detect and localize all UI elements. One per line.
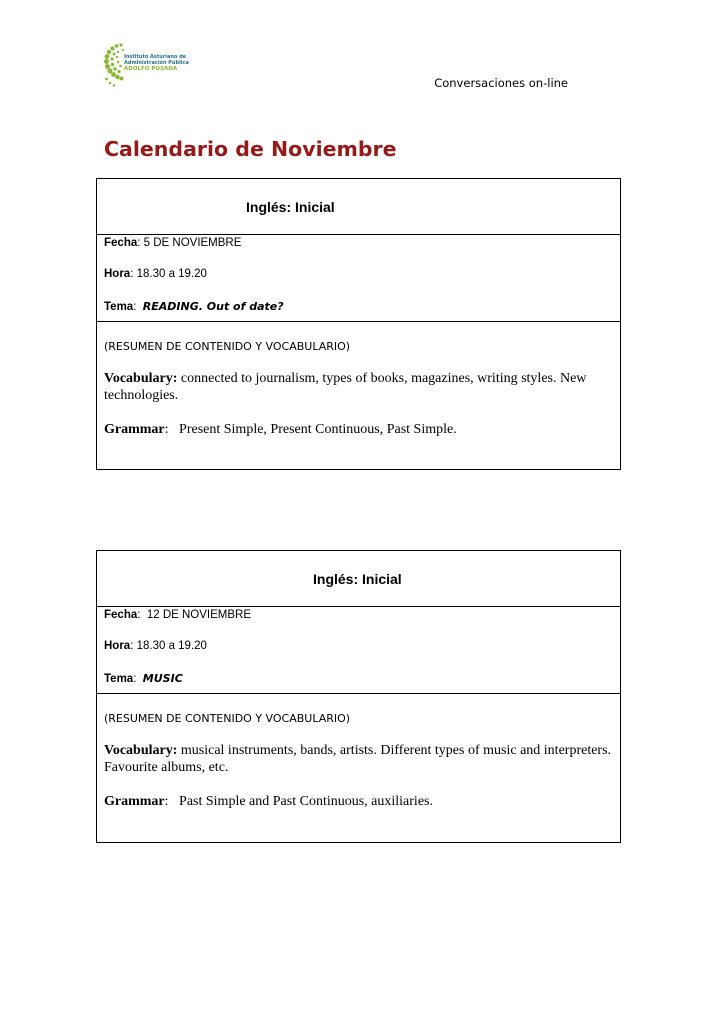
card-meta <box>97 235 620 322</box>
grammar-paragraph <box>104 793 616 810</box>
vocabulary-text: connected to journalism, types of books, magazines, writing styles. New technologies. <box>104 371 587 403</box>
grammar-text: : Past Simple and Past Continuous, auxiliaries. <box>164 794 433 809</box>
fecha-line <box>104 237 241 249</box>
tema-value: READING. Out of date? <box>142 300 284 313</box>
page-title: Calendario de Noviembre <box>104 137 397 161</box>
hora-value: : 18.30 a 19.20 <box>130 268 207 280</box>
hora-value: : 18.30 a 19.20 <box>130 640 207 652</box>
fecha-line <box>104 609 251 621</box>
logo-line-1: Instituto Asturiano de <box>124 54 187 60</box>
resumen-heading: (RESUMEN DE CONTENIDO Y VOCABULARIO) <box>104 340 351 353</box>
logo-line-2: Administración Pública <box>124 60 189 66</box>
tema-label: Tema <box>104 301 134 313</box>
grammar-label: Grammar <box>104 422 165 437</box>
tema-line <box>104 300 284 313</box>
tema-line <box>104 672 183 685</box>
vocabulary-text: musical instruments, bands, artists. Different types of music and interpreters. Favourite albums, etc. <box>104 743 612 775</box>
logo-spiral-icon <box>104 42 126 90</box>
header-subtitle: Conversaciones on-line <box>434 76 568 90</box>
vocabulary-paragraph <box>104 370 616 404</box>
logo-text <box>124 54 189 72</box>
course-card-1 <box>96 178 621 470</box>
hora-label: Hora <box>104 640 131 652</box>
tema-separator: : <box>133 673 143 685</box>
hora-label: Hora <box>104 268 131 280</box>
institute-logo <box>104 42 189 90</box>
card-meta <box>97 607 620 694</box>
resumen-heading: (RESUMEN DE CONTENIDO Y VOCABULARIO) <box>104 712 351 725</box>
fecha-label: Fecha <box>104 237 138 249</box>
fecha-value: : 5 DE NOVIEMBRE <box>137 237 242 249</box>
card-header <box>97 551 620 607</box>
vocabulary-label: Vocabulary: <box>104 743 178 758</box>
card-body <box>97 322 620 470</box>
tema-value: MUSIC <box>142 672 183 685</box>
grammar-label: Grammar <box>104 794 165 809</box>
fecha-label: Fecha <box>104 609 138 621</box>
tema-label: Tema <box>104 673 134 685</box>
hora-line <box>104 640 207 652</box>
grammar-text: : Present Simple, Present Continuous, Past Simple. <box>164 422 457 437</box>
logo-brand: ADOLFO POSADA <box>124 66 178 72</box>
tema-separator: : <box>133 301 143 313</box>
course-title: Inglés: Inicial <box>246 199 335 215</box>
course-card-2 <box>96 550 621 843</box>
hora-line <box>104 268 207 280</box>
grammar-paragraph <box>104 421 616 438</box>
card-body <box>97 694 620 842</box>
card-header <box>97 179 620 235</box>
course-title: Inglés: Inicial <box>313 571 402 587</box>
vocabulary-paragraph <box>104 742 616 776</box>
fecha-value: : 12 DE NOVIEMBRE <box>137 609 252 621</box>
vocabulary-label: Vocabulary: <box>104 371 178 386</box>
